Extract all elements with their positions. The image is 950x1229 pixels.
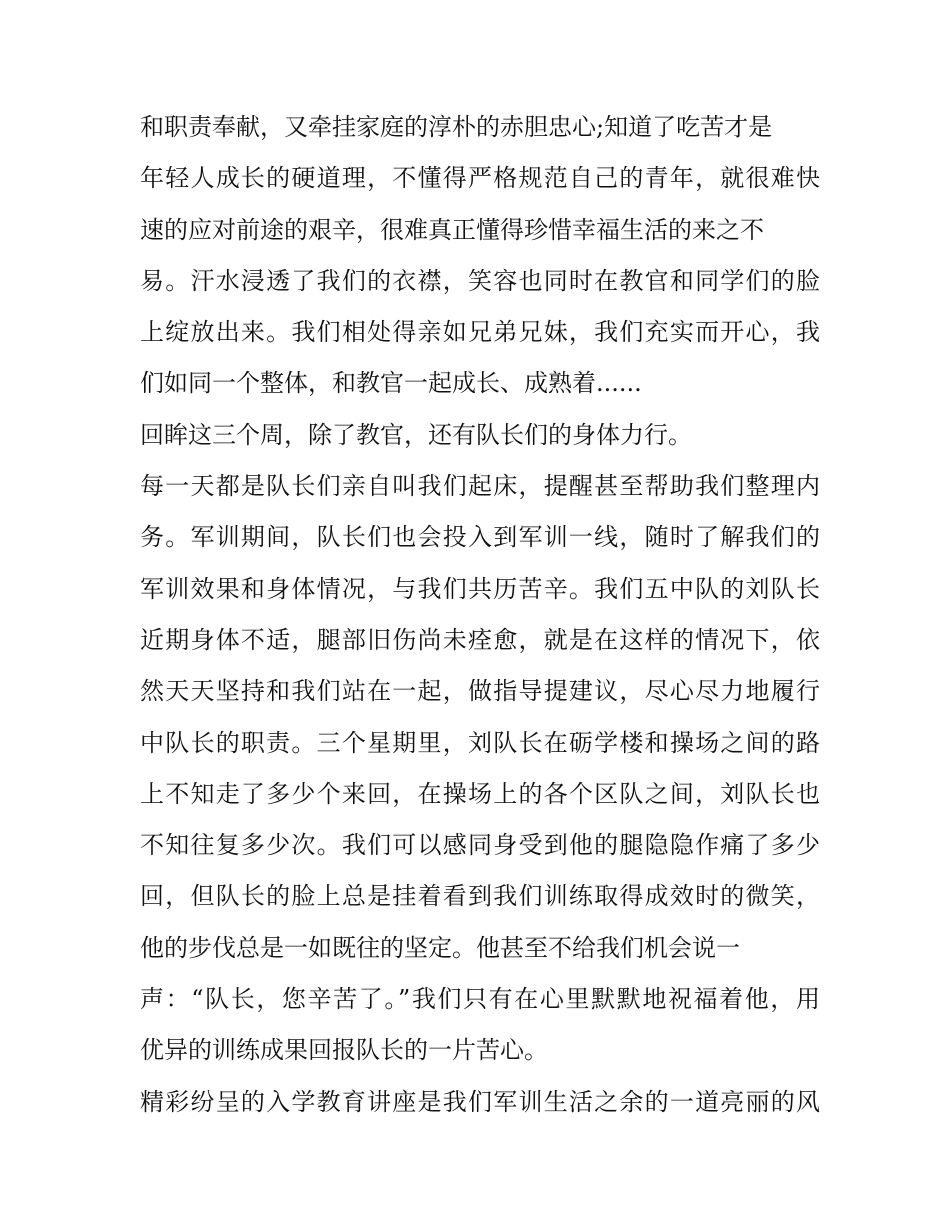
text-line: 每一天都是队长们亲自叫我们起床，提醒甚至帮助我们整理内	[140, 472, 820, 501]
text-line: 优异的训练成果回报队长的一片苦心。	[140, 1036, 548, 1065]
text-line: 中队长的职责。三个星期里，刘队长在砺学楼和操场之间的路	[140, 728, 820, 757]
text-line: 精彩纷呈的入学教育讲座是我们军训生活之余的一道亮丽的风	[140, 1087, 820, 1116]
text-line: 声：“队长，您辛苦了。”我们只有在心里默默地祝福着他，用	[140, 985, 820, 1014]
text-line: 上绽放出来。我们相处得亲如兄弟兄妹，我们充实而开心，我	[140, 318, 820, 347]
text-line: 军训效果和身体情况，与我们共历苦辛。我们五中队的刘队长	[140, 574, 820, 603]
text-line: 年轻人成长的硬道理，不懂得严格规范自己的青年，就很难快	[140, 164, 820, 193]
text-line: 务。军训期间，队长们也会投入到军训一线，随时了解我们的	[140, 523, 820, 552]
text-line: 易。汗水浸透了我们的衣襟，笑容也同时在教官和同学们的脸	[140, 266, 820, 295]
body-text	[140, 102, 820, 1128]
text-line: 回，但队长的脸上总是挂着看到我们训练取得成效时的微笑，	[140, 882, 820, 911]
text-line: 和职责奉献，又牵挂家庭的淳朴的赤胆忠心;知道了吃苦才是	[140, 113, 773, 141]
text-line: 回眸这三个周，除了教官，还有队长们的身体力行。	[140, 420, 692, 449]
text-line: 们如同一个整体，和教官一起成长、成熟着......	[140, 369, 642, 398]
text-line: 不知往复多少次。我们可以感同身受到他的腿隐隐作痛了多少	[140, 831, 820, 860]
text-line: 然天天坚持和我们站在一起，做指导提建议，尽心尽力地履行	[140, 677, 820, 706]
text-line: 他的步伐总是一如既往的坚定。他甚至不给我们机会说一	[140, 933, 740, 962]
text-line: 近期身体不适，腿部旧伤尚未痊愈，就是在这样的情况下，依	[140, 625, 820, 654]
text-line: 上不知走了多少个来回，在操场上的各个区队之间，刘队长也	[140, 779, 820, 808]
text-line: 速的应对前途的艰辛，很难真正懂得珍惜幸福生活的来之不	[140, 215, 764, 244]
